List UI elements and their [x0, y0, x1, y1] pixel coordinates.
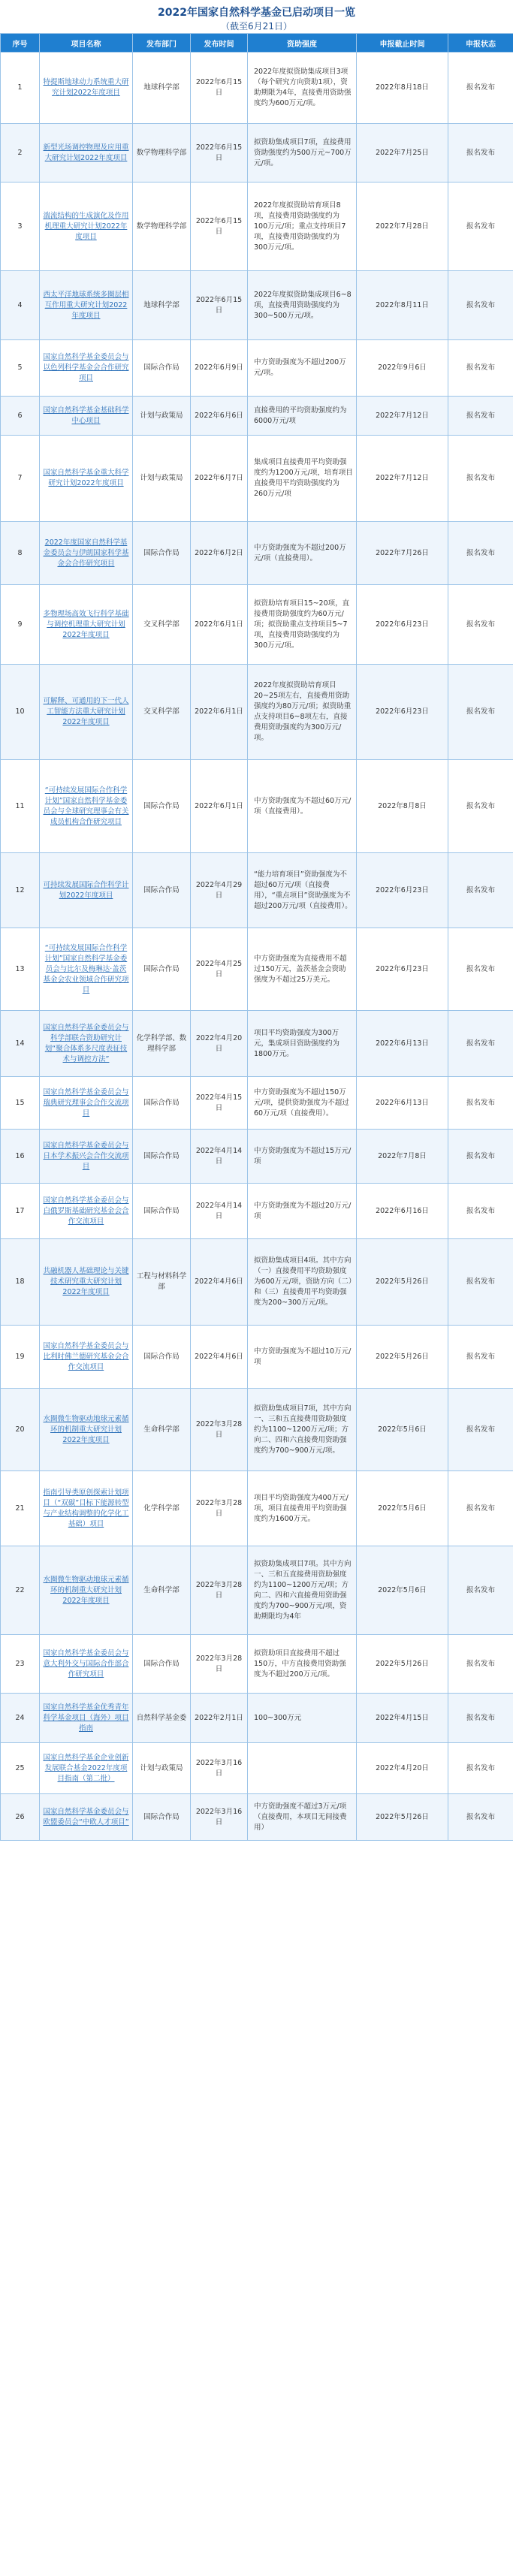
- publish-date: 2022年4月15日: [191, 1077, 248, 1130]
- funding-intensity: 拟资助集成项目7项，其中方向一、三和五直接费用资助强度约为1100~1200万元/项；方向二、四和六直接费用资助强度约为700~900万元/项。: [248, 1389, 357, 1471]
- publishing-dept: 计划与政策局: [133, 436, 191, 522]
- funding-intensity: 中方资助强度为不超过20万元/项: [248, 1184, 357, 1239]
- row-no: 8: [1, 522, 40, 585]
- row-no: 3: [1, 182, 40, 271]
- header-intensity: 资助强度: [248, 34, 357, 53]
- project-name-link[interactable]: 国家自然科学基金委员会与意大利外交与国际合作部合作研究项目: [40, 1635, 133, 1694]
- funding-intensity: 集成项目直接费用平均资助强度约为1200万元/项，培育项目直接费用平均资助强度约为260万元/项: [248, 436, 357, 522]
- application-deadline: 2022年5月6日: [357, 1389, 448, 1471]
- table-row: [1, 53, 513, 124]
- project-name-link[interactable]: 国家自然科学基金委员会与欧盟委员会“中欧人才项目”: [40, 1794, 133, 1841]
- publishing-dept: 国际合作局: [133, 928, 191, 1011]
- publishing-dept: 自然科学基金委: [133, 1694, 191, 1743]
- publish-date: 2022年3月28日: [191, 1389, 248, 1471]
- publish-date: 2022年4月6日: [191, 1239, 248, 1326]
- application-deadline: 2022年7月12日: [357, 397, 448, 436]
- table-row: [1, 1184, 513, 1239]
- row-no: 10: [1, 665, 40, 760]
- row-no: 7: [1, 436, 40, 522]
- table-row: [1, 436, 513, 522]
- table-row: [1, 1471, 513, 1546]
- table-row: [1, 1389, 513, 1471]
- application-deadline: 2022年5月26日: [357, 1239, 448, 1326]
- row-no: 4: [1, 271, 40, 340]
- row-no: 15: [1, 1077, 40, 1130]
- publishing-dept: 化学科学部: [133, 1471, 191, 1546]
- table-row: [1, 1546, 513, 1635]
- row-no: 13: [1, 928, 40, 1011]
- application-status: 报名发布: [448, 182, 513, 271]
- project-name-link[interactable]: 湍流结构的生成演化及作用机理重大研究计划2022年度项目: [40, 182, 133, 271]
- application-status: 报名发布: [448, 1743, 513, 1794]
- table-row: [1, 271, 513, 340]
- funding-intensity: 拟资助集成项目7项，直接费用资助强度约为500万元~700万元/项。: [248, 124, 357, 182]
- publish-date: 2022年4月6日: [191, 1326, 248, 1389]
- project-name-link[interactable]: 可持续发展国际合作科学计划2022年度项目: [40, 853, 133, 928]
- table-body: [1, 53, 513, 1841]
- publish-date: 2022年6月15日: [191, 182, 248, 271]
- row-no: 20: [1, 1389, 40, 1471]
- application-deadline: 2022年7月25日: [357, 124, 448, 182]
- publishing-dept: 地球科学部: [133, 271, 191, 340]
- publish-date: 2022年2月1日: [191, 1694, 248, 1743]
- row-no: 18: [1, 1239, 40, 1326]
- table-row: [1, 397, 513, 436]
- table-row: [1, 1326, 513, 1389]
- funding-intensity: 中方资助强度为直接费用不超过150万元，盖茨基金会资助强度为不超过25万美元。: [248, 928, 357, 1011]
- application-status: 报名发布: [448, 1471, 513, 1546]
- header-date: 发布时间: [191, 34, 248, 53]
- table-row: [1, 124, 513, 182]
- funding-intensity: 100~300万元: [248, 1694, 357, 1743]
- project-name-link[interactable]: 水圈微生物驱动地球元素循环的机制重大研究计划2022年度项目: [40, 1546, 133, 1635]
- project-name-link[interactable]: 可解释、可通用的下一代人工智能方法重大研究计划2022年度项目: [40, 665, 133, 760]
- publishing-dept: 国际合作局: [133, 1077, 191, 1130]
- application-deadline: 2022年5月6日: [357, 1471, 448, 1546]
- application-status: 报名发布: [448, 436, 513, 522]
- publishing-dept: 生命科学部: [133, 1546, 191, 1635]
- project-name-link[interactable]: 新型光场调控物理及应用重大研究计划2022年度项目: [40, 124, 133, 182]
- publishing-dept: 国际合作局: [133, 340, 191, 397]
- publish-date: 2022年6月1日: [191, 585, 248, 665]
- table-row: [1, 665, 513, 760]
- application-deadline: 2022年6月23日: [357, 853, 448, 928]
- row-no: 22: [1, 1546, 40, 1635]
- funding-intensity: 中方资助强度为不超过150万元/项，提供资助强度为不超过60万元/项（直接费用）。: [248, 1077, 357, 1130]
- funding-intensity: 直接费用的平均资助强度约为6000万元/项: [248, 397, 357, 436]
- publishing-dept: 国际合作局: [133, 1326, 191, 1389]
- project-name-link[interactable]: 国家自然科学基金委员会与比利时佛兰德研究基金会合作交流项目: [40, 1326, 133, 1389]
- application-deadline: 2022年7月12日: [357, 436, 448, 522]
- application-status: 报名发布: [448, 124, 513, 182]
- application-status: 报名发布: [448, 1635, 513, 1694]
- application-status: 报名发布: [448, 522, 513, 585]
- header-no: 序号: [1, 34, 40, 53]
- publish-date: 2022年4月14日: [191, 1184, 248, 1239]
- row-no: 24: [1, 1694, 40, 1743]
- publishing-dept: 数学物理科学部: [133, 182, 191, 271]
- application-deadline: 2022年7月28日: [357, 182, 448, 271]
- application-status: 报名发布: [448, 397, 513, 436]
- application-status: 报名发布: [448, 853, 513, 928]
- project-name-link[interactable]: “可持续发展国际合作科学计划”国家自然科学基金委员会与比尔及梅琳达·盖茨基金会农业领域合作研究项目: [40, 928, 133, 1011]
- funding-intensity: 拟资助项目直接费用不超过150万，中方直接费用资助强度为不超过200万元/项。: [248, 1635, 357, 1694]
- row-no: 1: [1, 53, 40, 124]
- funding-intensity: 2022年度拟资助培育项目8项，直接费用资助强度约为100万元/项；重点支持项目7项，直接费用资助强度约为300万元/项。: [248, 182, 357, 271]
- table-row: [1, 1694, 513, 1743]
- funding-intensity: 中方资助强度为不超过200万元/项（直接费用）。: [248, 522, 357, 585]
- row-no: 12: [1, 853, 40, 928]
- application-status: 报名发布: [448, 271, 513, 340]
- table-row: [1, 1635, 513, 1694]
- row-no: 26: [1, 1794, 40, 1841]
- project-name-link[interactable]: 指南引导类原创探索计划项目（“双碳”目标下能源转型与产业结构调整的化学化工基础）项目: [40, 1471, 133, 1546]
- table-row: [1, 1011, 513, 1077]
- funding-intensity: 拟资助集成项目4项。其中方向（一）直接费用平均资助强度为600万元/项，资助方向（二）和（三）直接费用平均资助强度为200~300万元/项。: [248, 1239, 357, 1326]
- project-name-link[interactable]: 2022年度国家自然科学基金委员会与伊朗国家科学基金会合作研究项目: [40, 522, 133, 585]
- publishing-dept: 数学物理科学部: [133, 124, 191, 182]
- application-deadline: 2022年6月13日: [357, 1077, 448, 1130]
- publishing-dept: 交叉科学部: [133, 665, 191, 760]
- project-name-link[interactable]: 西太平洋地球系统多圈层相互作用重大研究计划2022年度项目: [40, 271, 133, 340]
- funding-intensity: 2022年度拟资助集成项目3项（每个研究方向资助1项），资助期限为4年，直接费用资助强度约为600万元/项。: [248, 53, 357, 124]
- page-title: 2022年国家自然科学基金已启动项目一览: [158, 7, 355, 19]
- application-deadline: 2022年7月26日: [357, 522, 448, 585]
- application-status: 报名发布: [448, 1239, 513, 1326]
- row-no: 19: [1, 1326, 40, 1389]
- application-status: 报名发布: [448, 1546, 513, 1635]
- table-row: [1, 1077, 513, 1130]
- funding-intensity: [248, 1743, 357, 1794]
- funding-intensity: 项目平均资助强度为400万元/项，项目直接费用平均资助强度约为1600万元。: [248, 1471, 357, 1546]
- project-table: [0, 33, 513, 1841]
- project-name-link[interactable]: 国家自然科学基金委员会与日本学术振兴会合作交流项目: [40, 1130, 133, 1184]
- application-deadline: 2022年6月23日: [357, 665, 448, 760]
- project-name-link[interactable]: 国家自然科学基金基础科学中心项目: [40, 397, 133, 436]
- table-row: [1, 340, 513, 397]
- funding-intensity: 项目平均资助强度为300万元，集成项目资助强度约为1800万元。: [248, 1011, 357, 1077]
- project-name-link[interactable]: 国家自然科学基金委员会与瑞典研究理事会合作交流项目: [40, 1077, 133, 1130]
- publishing-dept: 地球科学部: [133, 53, 191, 124]
- application-deadline: 2022年5月26日: [357, 1326, 448, 1389]
- funding-intensity: 2022年度拟资助培育项目20~25项左右，直接费用资助强度约为80万元/项；拟资助重点支持项目6~8项左右，直接费用资助强度约为300万元/项。: [248, 665, 357, 760]
- project-name-link[interactable]: 国家自然科学基金企业创新发展联合基金2022年度项目指南（第二批）: [40, 1743, 133, 1794]
- header-status: 申报状态: [448, 34, 513, 53]
- application-deadline: 2022年5月26日: [357, 1794, 448, 1841]
- header-name: 项目名称: [40, 34, 133, 53]
- application-deadline: 2022年7月8日: [357, 1130, 448, 1184]
- publishing-dept: 国际合作局: [133, 1130, 191, 1184]
- publish-date: 2022年6月15日: [191, 271, 248, 340]
- application-status: 报名发布: [448, 1077, 513, 1130]
- row-no: 25: [1, 1743, 40, 1794]
- application-deadline: 2022年8月18日: [357, 53, 448, 124]
- funding-intensity: 2022年度拟资助集成项目6~8项，直接费用资助强度约为300~500万元/项。: [248, 271, 357, 340]
- publishing-dept: 计划与政策局: [133, 397, 191, 436]
- publish-date: 2022年6月1日: [191, 760, 248, 853]
- funding-intensity: “能力培育项目”资助强度为不超过60万元/项（直接费用），“重点项目”资助强度为不超过200万元/项（直接费用）。: [248, 853, 357, 928]
- project-name-link[interactable]: 水圈微生物驱动地球元素循环的机制重大研究计划2022年度项目: [40, 1389, 133, 1471]
- application-deadline: 2022年9月6日: [357, 340, 448, 397]
- publish-date: 2022年3月28日: [191, 1471, 248, 1546]
- row-no: 14: [1, 1011, 40, 1077]
- publish-date: 2022年3月28日: [191, 1546, 248, 1635]
- project-name-link[interactable]: 共融机器人基础理论与关键技术研究重大研究计划2022年度项目: [40, 1239, 133, 1326]
- project-name-link[interactable]: 国家自然科学基金优秀青年科学基金项目（海外）项目指南: [40, 1694, 133, 1743]
- application-deadline: 2022年5月26日: [357, 1635, 448, 1694]
- funding-intensity: 拟资助集成项目7项。其中方向一、三和五直接费用资助强度约为1100~1200万元/项；方向二、四和六直接费用资助强度约为700~900万元/项，资助期限均为4年: [248, 1546, 357, 1635]
- application-status: 报名发布: [448, 340, 513, 397]
- application-deadline: 2022年4月15日: [357, 1694, 448, 1743]
- publish-date: 2022年6月9日: [191, 340, 248, 397]
- application-deadline: 2022年6月13日: [357, 1011, 448, 1077]
- project-name-link[interactable]: 国家自然科学基金委员会与白俄罗斯基础研究基金会合作交流项目: [40, 1184, 133, 1239]
- funding-intensity: 中方资助强度不超过3万元/项（直接费用，本项目无间接费用）: [248, 1794, 357, 1841]
- publishing-dept: 计划与政策局: [133, 1743, 191, 1794]
- application-status: 报名发布: [448, 1326, 513, 1389]
- application-status: 报名发布: [448, 1794, 513, 1841]
- publishing-dept: 交叉科学部: [133, 585, 191, 665]
- project-name-link[interactable]: 特提斯地球动力系统重大研究计划2022年度项目: [40, 53, 133, 124]
- table-row: [1, 522, 513, 585]
- table-row: [1, 928, 513, 1011]
- row-no: 6: [1, 397, 40, 436]
- publish-date: 2022年4月14日: [191, 1130, 248, 1184]
- publish-date: 2022年4月25日: [191, 928, 248, 1011]
- table-row: [1, 1130, 513, 1184]
- publish-date: 2022年3月28日: [191, 1635, 248, 1694]
- funding-intensity: 中方资助强度为不超过200万元/项。: [248, 340, 357, 397]
- application-deadline: 2022年6月16日: [357, 1184, 448, 1239]
- project-name-link[interactable]: 多物理场高效飞行科学基础与调控机理重大研究计划2022年度项目: [40, 585, 133, 665]
- table-row: [1, 585, 513, 665]
- publishing-dept: 化学科学部、数理科学部: [133, 1011, 191, 1077]
- table-row: [1, 760, 513, 853]
- publish-date: 2022年6月6日: [191, 397, 248, 436]
- publish-date: 2022年6月7日: [191, 436, 248, 522]
- application-status: 报名发布: [448, 1184, 513, 1239]
- row-no: 17: [1, 1184, 40, 1239]
- table-row: [1, 853, 513, 928]
- application-deadline: 2022年8月8日: [357, 760, 448, 853]
- application-status: 报名发布: [448, 53, 513, 124]
- application-status: 报名发布: [448, 928, 513, 1011]
- funding-intensity: 中方资助强度为不超过60万元/项（直接费用）。: [248, 760, 357, 853]
- row-no: 21: [1, 1471, 40, 1546]
- publishing-dept: 工程与材料科学部: [133, 1239, 191, 1326]
- publish-date: 2022年3月16日: [191, 1743, 248, 1794]
- publishing-dept: 国际合作局: [133, 1184, 191, 1239]
- page-subtitle: （截至6月21日）: [221, 21, 292, 32]
- table-row: [1, 1239, 513, 1326]
- application-status: 报名发布: [448, 1011, 513, 1077]
- application-status: 报名发布: [448, 1130, 513, 1184]
- header-dept: 发布部门: [133, 34, 191, 53]
- row-no: 16: [1, 1130, 40, 1184]
- project-name-link[interactable]: 国家自然科学基金重大科学研究计划2022年度项目: [40, 436, 133, 522]
- application-status: 报名发布: [448, 585, 513, 665]
- row-no: 11: [1, 760, 40, 853]
- project-name-link[interactable]: “可持续发展国际合作科学计划”国家自然科学基金委员会与全球研究理事会有关成员机构合作研究项目: [40, 760, 133, 853]
- application-status: 报名发布: [448, 665, 513, 760]
- publishing-dept: 国际合作局: [133, 760, 191, 853]
- funding-intensity: 中方资助强度为不超过10万元/项: [248, 1326, 357, 1389]
- application-deadline: 2022年6月23日: [357, 928, 448, 1011]
- application-status: 报名发布: [448, 1389, 513, 1471]
- publishing-dept: 国际合作局: [133, 1635, 191, 1694]
- row-no: 9: [1, 585, 40, 665]
- table-row: [1, 182, 513, 271]
- row-no: 2: [1, 124, 40, 182]
- publish-date: 2022年4月20日: [191, 1011, 248, 1077]
- application-deadline: 2022年8月11日: [357, 271, 448, 340]
- publish-date: 2022年3月16日: [191, 1794, 248, 1841]
- project-name-link[interactable]: 国家自然科学基金委员会与以色列科学基金会合作研究项目: [40, 340, 133, 397]
- table-row: [1, 1743, 513, 1794]
- publish-date: 2022年6月15日: [191, 124, 248, 182]
- project-name-link[interactable]: 国家自然科学基金委员会与科学部联合资助研究计划“聚合体系多尺度表征技术与调控方法”: [40, 1011, 133, 1077]
- funding-intensity: 拟资助培育项目15~20项，直接费用资助强度约为60万元/项；拟资助重点支持项目5~7项，直接费用资助强度约为300万元/项。: [248, 585, 357, 665]
- publish-date: 2022年6月1日: [191, 665, 248, 760]
- application-deadline: 2022年6月23日: [357, 585, 448, 665]
- publishing-dept: 生命科学部: [133, 1389, 191, 1471]
- application-deadline: 2022年4月20日: [357, 1743, 448, 1794]
- funding-intensity: 中方资助强度为不超过15万元/项: [248, 1130, 357, 1184]
- application-status: 报名发布: [448, 1694, 513, 1743]
- application-status: 报名发布: [448, 760, 513, 853]
- publishing-dept: 国际合作局: [133, 1794, 191, 1841]
- publish-date: 2022年6月15日: [191, 53, 248, 124]
- table-row: [1, 1794, 513, 1841]
- row-no: 23: [1, 1635, 40, 1694]
- publishing-dept: 国际合作局: [133, 853, 191, 928]
- row-no: 5: [1, 340, 40, 397]
- publish-date: 2022年4月29日: [191, 853, 248, 928]
- table-header-row: [1, 34, 513, 53]
- publish-date: 2022年6月2日: [191, 522, 248, 585]
- header-deadline: 申报截止时间: [357, 34, 448, 53]
- publishing-dept: 国际合作局: [133, 522, 191, 585]
- application-deadline: 2022年5月6日: [357, 1546, 448, 1635]
